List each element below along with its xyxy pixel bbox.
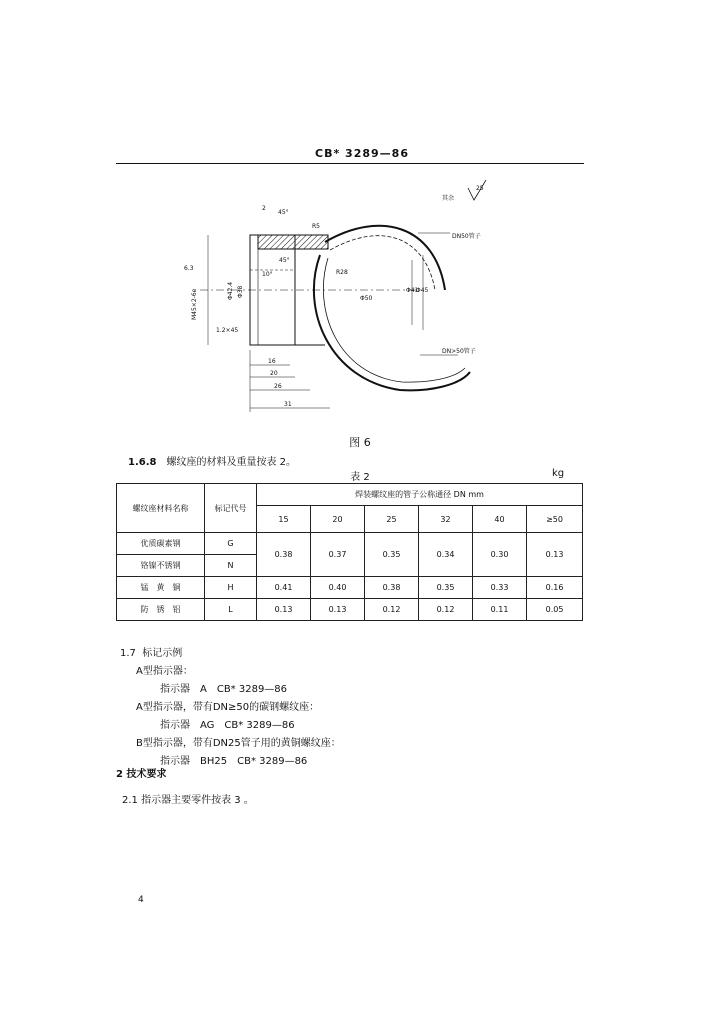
section-2-heading: 2 技术要求 [116,769,167,780]
dim-16: 16 [268,358,276,365]
dim-63: 6.3 [184,265,194,272]
dn-cell: 32 [419,506,473,533]
dn-cell: 40 [473,506,527,533]
dim-2: 2 [262,205,266,212]
value-cell: 0.12 [365,599,419,621]
dim-chamfer: 1.2×45 [216,327,239,334]
material-code: N [205,555,257,577]
example-line: A型指示器： [136,666,193,677]
dim-r5: R5 [312,223,320,230]
dim-26: 26 [274,383,282,390]
example-line: 指示器 BH25 CB* 3289—86 [160,756,308,767]
dim-45-top: 45° [278,209,289,216]
value-cell: 0.13 [311,599,365,621]
material-name: 优质碳素钢 [117,533,205,555]
thread-label: M45×2-6e [191,288,198,320]
technical-drawing [180,180,510,430]
figure-caption: 图 6 [349,436,371,449]
example-line: 指示器 AG CB* 3289—86 [160,720,295,731]
table-title: 表 2 [350,472,370,483]
section-text: 螺纹座的材料及重量按表 2。 [166,457,297,468]
table-row [117,599,583,621]
example-line: B型指示器，带有DN25管子用的黄铜螺纹座： [136,738,341,749]
surface-finish-value: 25 [476,185,484,192]
pipe-top-arc [325,226,445,290]
material-code: G [205,533,257,555]
dn-cell: 25 [365,506,419,533]
value-cell: 0.13 [527,533,583,577]
dn-cell: 15 [257,506,311,533]
dim-20: 20 [270,370,278,377]
table-2 [116,483,583,621]
value-cell: 0.35 [365,533,419,577]
dim-10: 10° [262,271,273,278]
material-code: H [205,577,257,599]
pipe-bottom-label: DN>50管子 [442,348,476,355]
surface-finish-label: 其余 [442,195,455,202]
header-rule [116,163,584,164]
table-unit: kg [552,468,565,479]
pipe-top-label: DN50管子 [452,233,481,240]
table-header-row [117,484,583,506]
section-2-1: 2.1 指示器主要零件按表 3 。 [122,795,254,806]
value-cell: 0.34 [419,533,473,577]
section-1-7 [120,645,560,771]
fitting-body [250,235,295,345]
group-header: 焊装螺纹座的管子公称通径 DN mm [257,484,583,506]
value-cell: 0.40 [311,577,365,599]
dim-38: Φ38 [237,285,244,298]
page-header-title: CB* 3289—86 [315,147,409,160]
dim-42: Φ42.4 [227,281,234,300]
example-line: A型指示器，带有DN≥50的碳钢螺纹座： [136,702,320,713]
section-1-6-8 [128,453,296,468]
value-cell: 0.12 [419,599,473,621]
dn-cell: 20 [311,506,365,533]
flange-hatch [258,235,328,249]
value-cell: 0.37 [311,533,365,577]
material-name: 锰 黄 铜 [117,577,205,599]
dim-31: 31 [284,401,292,408]
page-number: 4 [138,895,144,905]
value-cell: 0.11 [473,599,527,621]
dim-45-mid: 45° [279,257,290,264]
material-code: L [205,599,257,621]
material-name: 防 锈 铝 [117,599,205,621]
value-cell: 0.38 [365,577,419,599]
dim-d50: Φ50 [360,295,373,302]
value-cell: 0.30 [473,533,527,577]
dim-d41: Φ41 [406,287,419,294]
value-cell: 0.16 [527,577,583,599]
dn-cell: ≥50 [527,506,583,533]
col-code-header: 标记代号 [205,484,257,533]
value-cell: 0.13 [257,599,311,621]
table-row [117,533,583,555]
example-line: 指示器 A CB* 3289—86 [160,684,288,695]
value-cell: 0.33 [473,577,527,599]
value-cell: 0.38 [257,533,311,577]
value-cell: 0.41 [257,577,311,599]
dim-r28: R28 [336,269,348,276]
col-name-header: 螺纹座材料名称 [117,484,205,533]
table-row [117,577,583,599]
value-cell: 0.05 [527,599,583,621]
value-cell: 0.35 [419,577,473,599]
section-heading: 1.7 标记示例 [120,648,183,659]
dim-d45: Φ45 [416,287,429,294]
section-number: 1.6.8 [128,457,157,468]
material-name: 铬镍不锈钢 [117,555,205,577]
